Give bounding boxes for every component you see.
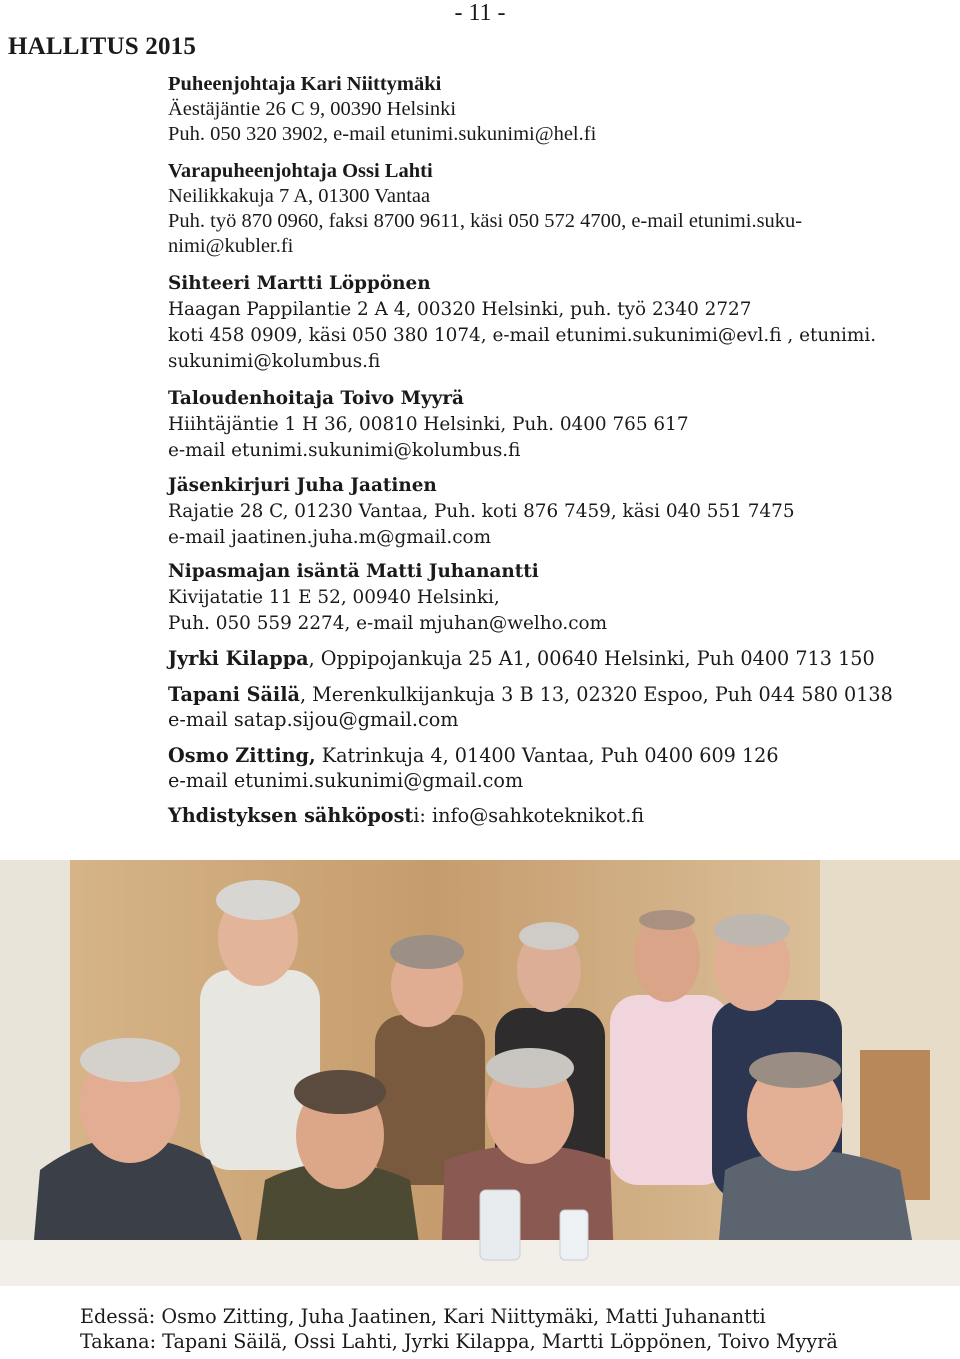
page-title: HALLITUS 2015 [8,33,197,60]
board-role-treasurer: Taloudenhoitaja Toivo Myyrä [168,388,464,409]
board-contact: e-mail etunimi.sukunimi@kolumbus.fi [168,440,521,461]
association-email-label-rest: i: [413,804,432,827]
association-email-label: Yhdistyksen sähköpost [168,804,414,827]
board-address: Äestäjäntie 26 C 9, 00390 Helsinki [168,98,457,120]
board-contact: e-mail jaatinen.juha.m@gmail.com [168,527,492,548]
board-contact: Puh. 050 320 3902, e-mail etunimi.sukunimi@hel.fi [168,123,597,145]
board-address: Rajatie 28 C, 01230 Vantaa, Puh. koti 876 7459, käsi 040 551 7475 [168,501,795,522]
association-email-value: info@sahkoteknikot.fi [431,804,645,827]
member-details: , Oppipojankuja 25 A1, 00640 Helsinki, Puh 0400 713 150 [308,647,875,670]
board-address: Haagan Pappilantie 2 A 4, 00320 Helsinki, puh. työ 2340 2727 [168,299,752,320]
board-role-membership-clerk: Jäsenkirjuri Juha Jaatinen [168,475,437,496]
member-name: Jyrki Kilappa [168,647,309,670]
board-address: Kivijatatie 11 E 52, 00940 Helsinki, [168,587,500,608]
board-role-vice-chair: Varapuheenjohtaja Ossi Lahti [168,160,433,182]
board-contact: sukunimi@kolumbus.fi [168,351,381,372]
board-contact: Puh. 050 559 2274, e-mail mjuhan@welho.com [168,613,608,634]
board-contact: koti 458 0909, käsi 050 380 1074, e-mail etunimi.sukunimi@evl.fi , etunimi. [168,325,877,346]
board-role-host: Nipasmajan isäntä Matti Juhanantti [168,561,539,582]
board-address: Neilikkakuja 7 A, 01300 Vantaa [168,185,431,207]
photo-caption-back: Takana: Tapani Säilä, Ossi Lahti, Jyrki Kilappa, Martti Löppönen, Toivo Myyrä [80,1330,838,1353]
member-email: e-mail satap.sijou@gmail.com [168,708,459,731]
member-name: Osmo Zitting, [168,744,316,767]
member-email: e-mail etunimi.sukunimi@gmail.com [168,769,524,792]
board-contact: nimi@kubler.fi [168,235,294,257]
member-details: Katrinkuja 4, 01400 Vantaa, Puh 0400 609 126 [315,744,779,767]
board-address: Hiihtäjäntie 1 H 36, 00810 Helsinki, Puh. 0400 765 617 [168,414,689,435]
photo-caption-front: Edessä: Osmo Zitting, Juha Jaatinen, Kari Niittymäki, Matti Juhanantti [80,1305,766,1328]
board-role-secretary: Sihteeri Martti Löppönen [168,273,431,294]
member-entry [168,646,875,672]
page-number: - 11 - [454,0,506,26]
association-email [168,803,644,829]
member-name: Tapani Säilä [168,683,300,706]
group-photo-illustration [0,860,960,1286]
member-entry [168,682,893,708]
member-entry [168,743,779,769]
member-details: , Merenkulkijankuja 3 B 13, 02320 Espoo, Puh 044 580 0138 [299,683,893,706]
board-contact: Puh. työ 870 0960, faksi 8700 9611, käsi 050 572 4700, e-mail etunimi.suku- [168,210,803,232]
group-photo [0,860,960,1286]
board-role-chair: Puheenjohtaja Kari Niittymäki [168,73,442,95]
